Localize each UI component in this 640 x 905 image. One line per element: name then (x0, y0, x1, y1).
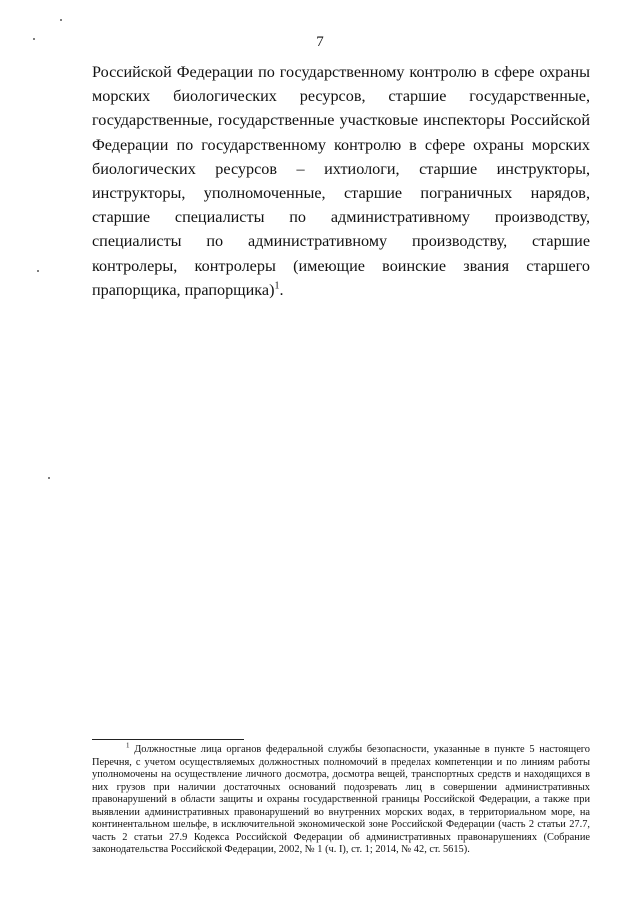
scan-speck (37, 270, 39, 272)
body-text: Российской Федерации по государственному контролю в сфере охраны морских биологических ресурсов, старшие государственные, государственные, государственные участковые инспекторы Российской Федерации по государственному контролю в сфере охраны морских биологических ресурсов – ихтиологи, старшие инструкторы, инструкторы, уполномоченные, старшие пограничных нарядов, старшие специалисты по административному производству, специалисты по административному производству, старшие контролеры, контролеры (имеющие воинские звания старшего прапорщика, прапорщика) (92, 63, 590, 299)
footnote-marker: 1 (126, 741, 130, 750)
footnote-separator (92, 739, 244, 740)
footnote-reference: 1 (274, 280, 280, 292)
scan-speck (60, 19, 62, 21)
page-number: 7 (316, 34, 324, 50)
scan-speck (48, 477, 50, 479)
body-paragraph (92, 60, 590, 302)
footnote (92, 741, 590, 857)
body-trail: . (279, 280, 284, 299)
footnote-text: Должностные лица органов федеральной службы безопасности, указанные в пункте 5 настоящего Перечня, с учетом осуществляемых должностных полномочий в пределах компетенции и по линиям работы уполномочены на осуществление личного досмотра, досмотра вещей, транспортных средств и находящихся в них грузов при наличии достаточных оснований подозревать лиц в совершении административных правонарушений в области защиты и охраны государственной границы Российской Федерации, а также при выявлении административных правонарушений во внутренних морских водах, в территориальном море, на континентальном шельфе, в исключительной экономической зоне Российской Федерации (часть 2 статьи 27.7, часть 2 статьи 27.9 Кодекса Российской Федерации об административных правонарушениях (Собрание законодательства Российской Федерации, 2002, № 1 (ч. I), ст. 1; 2014, № 42, ст. 5615). (92, 744, 590, 855)
scan-speck (33, 38, 35, 40)
